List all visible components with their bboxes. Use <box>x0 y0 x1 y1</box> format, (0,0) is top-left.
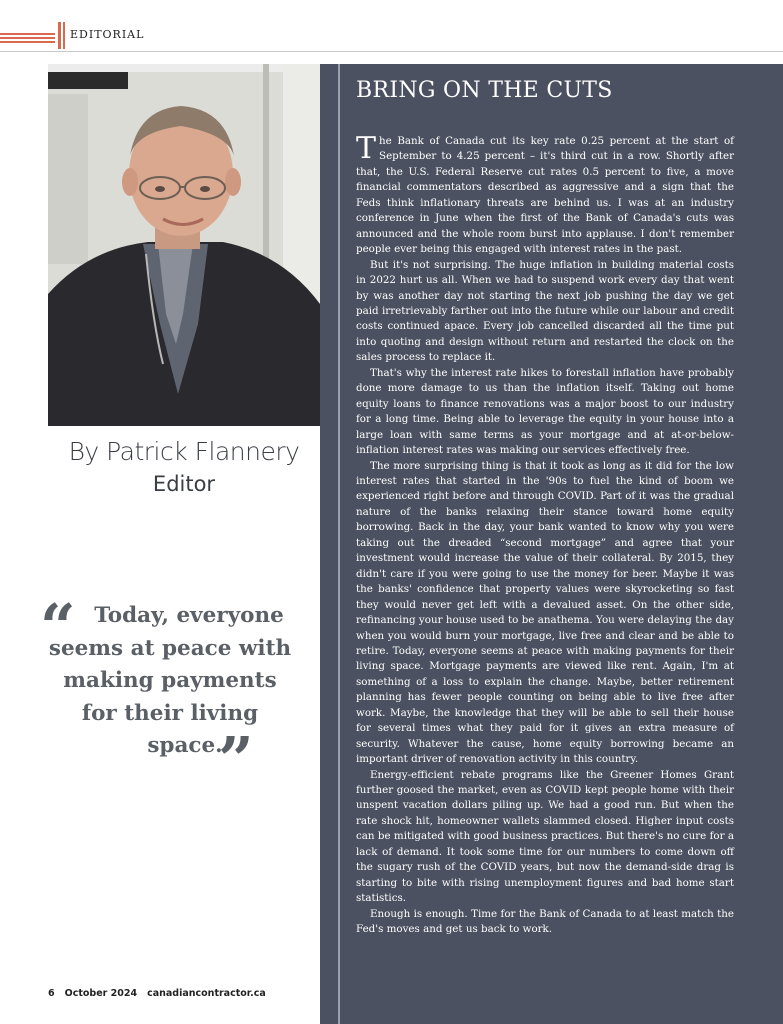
pull-quote-line: making payments <box>63 668 277 693</box>
page-footer <box>48 988 276 999</box>
page-header <box>0 22 783 52</box>
close-quote-icon: ” <box>218 723 254 796</box>
article-paragraph: The more surprising thing is that it took as long as it did for the low interest rates that started in the '90s to fuel the kind of boom we experienced right before and through COVID. Part of it was the gradual nature of the banks relaxing their stance toward home equity borrowing. Back in the day, your bank wanted to know why you were taking out the dreaded “second mortgage” and agree that your investment would increase the value of their collateral. By 2015, they didn't care if you were going to use the money for beer. Maybe it was the banks' confidence that property values were skyrocketing so fast they would never get left with a devalued asset. On the other side, refinancing your house used to be anathema. You were delaying the day when you would burn your mortgage, live free and clear and be able to retire. Today, everyone seems at peace with making payments for their living space. Mortgage payments are viewed like rent. Again, I'm at something of a loss to explain the change. Maybe, better retirement planning has fewer people counting on being able to live free after work. Maybe, the knowledge that they will be able to sell their house for several times what they paid for it gives an extra measure of security. Whatever the cause, home equity borrowing became an important driver of renovation activity in this country. <box>356 459 734 766</box>
header-bar <box>58 22 61 49</box>
issue-date: October 2024 <box>64 988 138 999</box>
pull-quote-line: space. <box>147 733 223 758</box>
pull-quote-line: Today, everyone <box>94 603 284 628</box>
paragraph-text: he Bank of Canada cut its key rate 0.25 percent at the start of September to 4.25 percent – it's third cut in a row. Shortly after that, the U.S. Federal Reserve cut rates 0.5 percent to five, a move financial commentators described as aggressive and a sign that the Feds think inflationary threats are behind us. I was at an industry conference in June when the first of the Bank of Canada's cuts was announced and the whole room burst into applause. I don't remember people ever being this engaged with interest rates in the past. <box>356 135 734 256</box>
open-quote-icon: “ <box>40 590 76 663</box>
byline <box>48 437 320 496</box>
header-rule <box>0 51 783 52</box>
header-bar <box>63 22 65 49</box>
header-stripe <box>0 37 55 39</box>
pull-quote-line: for their living <box>81 700 259 726</box>
pull-quote-line: seems at peace with <box>48 635 292 661</box>
author-photo <box>48 64 320 426</box>
section-label: EDITORIAL <box>70 28 145 41</box>
article-headline: BRING ON THE CUTS <box>356 78 613 103</box>
article-paragraph: That's why the interest rate hikes to forestall inflation have probably done more damage to us than the inflation itself. Taking out home equity loans to finance renovations was a major boost to our industry for a long time. Being able to leverage the equity in your house into a large loan with same terms as your mortgage and at at-or-below-inflation interest rates was making our services effectively free. <box>356 366 734 457</box>
page-number: 6 <box>48 988 55 999</box>
header-stripe <box>0 33 55 35</box>
author-name: By Patrick Flannery <box>68 437 300 466</box>
article-body <box>356 131 734 938</box>
pull-quote <box>40 600 300 763</box>
drop-cap: T <box>356 131 377 166</box>
header-stripe <box>0 41 55 43</box>
panel-rule <box>338 64 340 1024</box>
author-role: Editor <box>152 472 216 496</box>
article-paragraph: Energy-efficient rebate programs like the Greener Homes Grant further goosed the market, even as COVID kept people home with their unspent vacation dollars piling up. We had a good run. But when the rate shock hit, homeowner wallets slammed closed. Higher input costs can be mitigated with good business practices. But there's no cure for a lack of demand. It took some time for our numbers to come down off the sugary rush of the COVID years, but now the demand-side drag is starting to bite with rising unemployment figures and bad home start statistics. <box>356 768 734 905</box>
article-paragraph: Enough is enough. Time for the Bank of Canada to at least match the Fed's moves and get us back to work. <box>356 907 734 936</box>
article-paragraph: But it's not surprising. The huge inflation in building material costs in 2022 hurt us all. When we had to suspend work every day that went by was another day not starting the next job pushing the day we get paid irretrievably farther out into the future while our labour and credit costs continued apace. Every job cancelled discarded all the time put into quoting and design without return and restarted the clock on the sales process to replace it. <box>356 258 734 364</box>
site-url: canadiancontractor.ca <box>147 988 266 999</box>
article-paragraph <box>356 131 734 258</box>
